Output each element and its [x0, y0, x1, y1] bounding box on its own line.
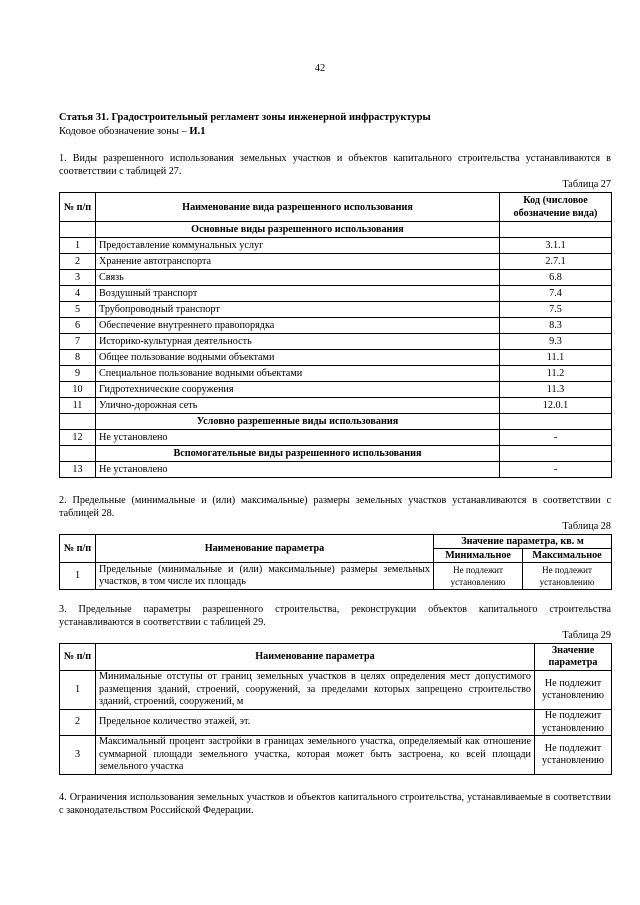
row-name: Предельное количество этажей, эт.: [96, 710, 535, 736]
row-num: 5: [60, 302, 96, 318]
table-row: [60, 382, 612, 398]
table28-row-min: Не подлежит установлению: [434, 563, 523, 590]
table-row: [60, 736, 612, 775]
table28-header-row-1: [60, 535, 612, 549]
table29-header-row: [60, 644, 612, 671]
row-name: Максимальный процент застройки в границах земельного участка, определяемый как отношение суммарной площади земельного участка, которая может быть застроена, ко всей площади земельного участка: [96, 736, 535, 775]
row-name: Связь: [96, 270, 500, 286]
row-name: Минимальные отступы от границ земельных участков в целях определения мест допустимого размещения зданий, строений, сооружений, за пределами которых запрещено строительство зданий, строений, сооружений, м: [96, 671, 535, 710]
article-heading: Статья 31. Градостроительный регламент зоны инженерной инфраструктуры: [59, 112, 431, 123]
row-num: 6: [60, 318, 96, 334]
paragraph-4: 4. Ограничения использования земельных участков и объектов капитального строительства, устанавливаемые в соответствии с законодательством Российской Федерации.: [59, 792, 611, 816]
row-num: 12: [60, 430, 96, 446]
table28-row-num: 1: [60, 563, 96, 590]
section-title: Основные виды разрешенного использования: [96, 222, 500, 238]
table28-header-max: Максимальное: [523, 549, 612, 563]
table-row: [60, 302, 612, 318]
table-29: [59, 643, 612, 775]
table28-row-max: Не подлежит установлению: [523, 563, 612, 590]
table28-header-value: Значение параметра, кв. м: [434, 535, 612, 549]
table-row: [60, 671, 612, 710]
row-name: Предоставление коммунальных услуг: [96, 238, 500, 254]
row-num: 7: [60, 334, 96, 350]
section-blank-cell: [500, 414, 612, 430]
row-name: Воздушный транспорт: [96, 286, 500, 302]
table27-section-row: [60, 446, 612, 462]
table29-header-value: Значение параметра: [535, 644, 612, 671]
table-row: [60, 350, 612, 366]
row-code: 11.1: [500, 350, 612, 366]
table29-caption: Таблица 29: [562, 630, 611, 641]
row-num: 10: [60, 382, 96, 398]
section-blank-cell: [500, 446, 612, 462]
row-name: Трубопроводный транспорт: [96, 302, 500, 318]
row-num: 1: [60, 671, 96, 710]
table-row: [60, 254, 612, 270]
row-name: Специальное пользование водными объектами: [96, 366, 500, 382]
page-number: 42: [314, 63, 326, 74]
row-num: 1: [60, 238, 96, 254]
table-row: [60, 398, 612, 414]
section-blank-cell: [60, 222, 96, 238]
row-num: 3: [60, 270, 96, 286]
row-name: Хранение автотранспорта: [96, 254, 500, 270]
table27-body: [60, 222, 612, 478]
row-name: Не установлено: [96, 462, 500, 478]
table-row: [60, 286, 612, 302]
row-num: 4: [60, 286, 96, 302]
row-code: 8.3: [500, 318, 612, 334]
row-num: 2: [60, 254, 96, 270]
section-blank-cell: [60, 446, 96, 462]
table27-header-num: № п/п: [60, 193, 96, 222]
section-blank-cell: [60, 414, 96, 430]
row-name: Не установлено: [96, 430, 500, 446]
row-code: 2.7.1: [500, 254, 612, 270]
row-code: 7.4: [500, 286, 612, 302]
section-title: Вспомогательные виды разрешенного использования: [96, 446, 500, 462]
table27-header-row: [60, 193, 612, 222]
zone-code-value: И.1: [189, 126, 206, 137]
table27-section-row: [60, 414, 612, 430]
paragraph-2: 2. Предельные (минимальные и (или) максимальные) размеры земельных участков устанавливаются в соответствии с таблицей 28.: [59, 495, 611, 519]
table27-header-code: Код (числовое обозначение вида): [500, 193, 612, 222]
section-title: Условно разрешенные виды использования: [96, 414, 500, 430]
table28-caption: Таблица 28: [562, 521, 611, 532]
row-code: 12.0.1: [500, 398, 612, 414]
row-num: 11: [60, 398, 96, 414]
table27-caption: Таблица 27: [562, 179, 611, 190]
row-code: 11.3: [500, 382, 612, 398]
row-name: Улично-дорожная сеть: [96, 398, 500, 414]
row-value: Не подлежит установлению: [535, 736, 612, 775]
row-code: 6.8: [500, 270, 612, 286]
row-num: 8: [60, 350, 96, 366]
row-code: 11.2: [500, 366, 612, 382]
table29-body: [60, 671, 612, 775]
row-code: 9.3: [500, 334, 612, 350]
row-value: Не подлежит установлению: [535, 710, 612, 736]
table-row: [60, 238, 612, 254]
zone-code-label: Кодовое обозначение зоны –: [59, 126, 190, 137]
row-code: 3.1.1: [500, 238, 612, 254]
table-28: [59, 534, 612, 590]
paragraph-3: 3. Предельные параметры разрешенного строительства, реконструкции объектов капитального строительства устанавливаются в соответствии с таблицей 29.: [59, 604, 611, 628]
table-row: [60, 430, 612, 446]
row-name: Общее пользование водными объектами: [96, 350, 500, 366]
table-row: [60, 710, 612, 736]
row-num: 3: [60, 736, 96, 775]
row-num: 2: [60, 710, 96, 736]
row-num: 9: [60, 366, 96, 382]
table28-header-name: Наименование параметра: [96, 535, 434, 563]
table-row: [60, 270, 612, 286]
table29-header-name: Наименование параметра: [96, 644, 535, 671]
table28-row-name: Предельные (минимальные и (или) максимальные) размеры земельных участков, в том числе их площадь: [96, 563, 434, 590]
row-code: 7.5: [500, 302, 612, 318]
table-row: [60, 563, 612, 590]
zone-code-line: [59, 126, 205, 137]
row-name: Историко-культурная деятельность: [96, 334, 500, 350]
table-row: [60, 462, 612, 478]
table28-header-num: № п/п: [60, 535, 96, 563]
row-value: Не подлежит установлению: [535, 671, 612, 710]
table-row: [60, 366, 612, 382]
section-blank-cell: [500, 222, 612, 238]
paragraph-1: 1. Виды разрешенного использования земельных участков и объектов капитального строительства устанавливаются в соответствии с таблицей 27.: [59, 153, 611, 177]
table-row: [60, 318, 612, 334]
row-code: -: [500, 462, 612, 478]
table28-header-min: Минимальное: [434, 549, 523, 563]
table-row: [60, 334, 612, 350]
row-num: 13: [60, 462, 96, 478]
row-name: Гидротехнические сооружения: [96, 382, 500, 398]
table27-header-name: Наименование вида разрешенного использования: [96, 193, 500, 222]
table-27: [59, 192, 612, 478]
row-code: -: [500, 430, 612, 446]
table27-section-row: [60, 222, 612, 238]
row-name: Обеспечение внутреннего правопорядка: [96, 318, 500, 334]
table29-header-num: № п/п: [60, 644, 96, 671]
